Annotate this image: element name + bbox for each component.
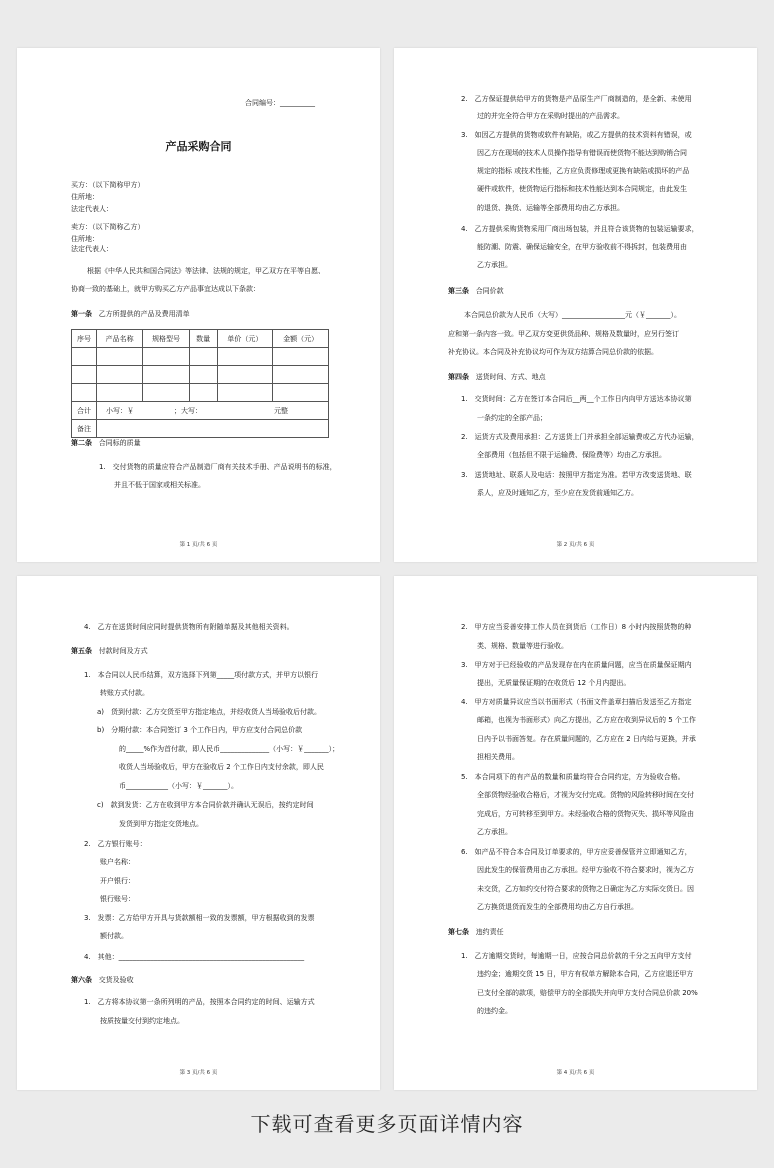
table-header: 单价（元） [217, 330, 273, 348]
text-line: 一条约定的全部产品； [477, 414, 547, 422]
text-line: 的违约金。 [477, 1007, 512, 1015]
text-line: 完成后，方可转移至到甲方。未经验收合格的货物灭失、损坏等风险由 [477, 810, 694, 818]
text-line: 开户银行： [100, 877, 135, 885]
page-footer: 第 1 页/共 6 页 [179, 542, 218, 548]
remark-label: 备注 [72, 420, 97, 438]
seller-line: 卖方：（以下简称乙方） [71, 223, 145, 231]
text-line: 收货人当场验收后，甲方在验收后 2 个工作日内支付余款，即人民 [119, 763, 324, 771]
text-line: 2. 运货方式及费用承担：乙方送货上门并承担全部运输费或乙方代办运输， [461, 433, 699, 441]
text-line: 已支付全部的款项，赔偿甲方的全部损失并向甲方支付合同总价款 20% [477, 989, 698, 997]
text-line: 1. 交货时间：乙方在签订本合同后__两__个工作日内向甲方送达本协议第 [461, 395, 692, 403]
document-page-2 [394, 48, 757, 562]
text-line: 担相关费用。 [477, 753, 519, 761]
text-line: 2. 甲方应当妥善安排工作人员在到货后（工作日）8 小时内按照货物的种 [461, 623, 692, 631]
table-header: 金额（元） [273, 330, 329, 348]
text-line: 3. 送货地址、联系人及电话：按照甲方指定为准。若甲方改变送货地、联 [461, 471, 692, 479]
text-line: 的_____%作为首付款，即人民币______________（小写：￥_______）； [119, 745, 340, 753]
text-line: 违约金；逾期交货 15 日，甲方有权单方解除本合同，乙方应退还甲方 [477, 970, 694, 978]
page-footer: 第 2 页/共 6 页 [556, 542, 595, 548]
text-line: 补充协议。本合同及补充协议均可作为双方结算合同总价款的依据。 [448, 348, 658, 356]
text-line: 过的并完全符合甲方在采购时提出的产品需求。 [477, 112, 624, 120]
text-line: 发货到甲方指定交货地点。 [119, 820, 203, 828]
page-footer: 第 3 页/共 6 页 [179, 1070, 218, 1076]
text-line: 3. 发票：乙方给甲方开具与货款额相一致的发票额，甲方根据收到的发票 [84, 914, 315, 922]
text-line: 邮箱，也视为书面形式）向乙方提出，乙方应在收到异议后的 5 个工作 [477, 716, 696, 724]
table-header: 规格型号 [143, 330, 189, 348]
text-line: 乙方换货退货而发生的全部费用均由乙方自行承担。 [477, 903, 638, 911]
text-line: 4. 乙方在送货时间应同时提供货物所有附随单据及其他相关资料。 [84, 623, 294, 631]
buyer-line: 买方：（以下简称甲方） [71, 181, 145, 189]
document-page-1 [17, 48, 380, 562]
text-line: 乙方承担。 [477, 828, 512, 836]
text-line: 应和第一条内容一致。甲乙双方变更供货品种、规格及数量时，应另行签订 [448, 330, 679, 338]
article-3-heading: 第三条 合同价款 [448, 287, 504, 295]
text-line: 币____________（小写：￥_______）。 [119, 782, 238, 790]
table-header: 序号 [72, 330, 97, 348]
document-page-4 [394, 576, 757, 1090]
article-2-heading: 第二条 合同标的质量 [71, 439, 141, 447]
text-line: 额付款。 [100, 932, 128, 940]
page-footer: 第 4 页/共 6 页 [556, 1070, 595, 1076]
article-1-heading: 第一条 乙方所提供的产品及费用清单 [71, 310, 190, 318]
buyer-address: 住所地： [71, 193, 99, 201]
text-line: 全部费用（包括但不限于运输费、保险费等）均由乙方承担。 [477, 451, 666, 459]
text-line: 按质按量交付到约定地点。 [100, 1017, 184, 1025]
product-table [71, 329, 329, 438]
text-line: 硬件或软件，使货物运行指标和技术性能达到本合同规定，由此发生 [477, 185, 687, 193]
download-more-banner[interactable]: 下载可查看更多页面详情内容 [250, 1112, 524, 1136]
total-label: 合计 [72, 402, 97, 420]
text-line: 1. 本合同以人民币结算，双方选择下列第_____项付款方式，并甲方以银行 [84, 671, 319, 679]
text-line: 因乙方在现场的技术人员操作指导有错误而使货物不能达到购销合同 [477, 149, 687, 157]
document-page-3 [17, 576, 380, 1090]
text-line: 的退货、换货、运输等全部费用均由乙方承担。 [477, 204, 624, 212]
table-total-row [72, 402, 329, 420]
text-line: 本合同总价款为人民币（大写）__________________元（￥_______）。 [464, 311, 681, 319]
intro-line-1: 根据《中华人民共和国合同法》等法律、法规的规定，甲乙双方在平等自愿、 [87, 267, 325, 275]
text-line: 因此发生的保管费用由乙方承担。经甲方验收不符合要求时，视为乙方 [477, 866, 694, 874]
text-line: 6. 如产品不符合本合同及订单要求的，甲方应妥善保管并立即通知乙方， [461, 848, 692, 856]
text-line: 提出，无质量保证期的在收货后 12 个月内提出。 [477, 679, 631, 687]
table-header: 产品名称 [96, 330, 142, 348]
table-header: 数量 [189, 330, 217, 348]
text-line: 日内予以书面答复。存在质量问题的，乙方应在 2 日内给与更换，并承 [477, 735, 696, 743]
table-row [72, 348, 329, 366]
text-line: 2. 乙方银行账号： [84, 840, 147, 848]
table-remark-row [72, 420, 329, 438]
text-line: 系人，应及时通知乙方，至少应在发货前通知乙方。 [477, 489, 638, 497]
text-line: c) 款到发货：乙方在收到甲方本合同价款并确认无误后，按约定时间 [97, 801, 314, 809]
text-line: 乙方承担。 [477, 261, 512, 269]
article-7-heading: 第七条 违约责任 [448, 928, 504, 936]
text-line: 4. 其他：_____________________________________________________ [84, 953, 305, 961]
article-2-line-2: 并且不低于国家或相关标准。 [114, 481, 205, 489]
text-line: 转账方式付款。 [100, 689, 149, 697]
text-line: 3. 如因乙方提供的货物或软件有缺陷，或乙方提供的技术资料有错误，或 [461, 131, 692, 139]
text-line: 3. 甲方对于已经验收的产品发现存在内在质量问题，应当在质量保证期内 [461, 661, 692, 669]
text-line: 1. 乙方将本协议第一条所列明的产品，按照本合同约定的时间、运输方式 [84, 998, 315, 1006]
text-line: 5. 本合同项下的有产品的数量和质量均符合合同约定，方为验收合格。 [461, 773, 685, 781]
table-row [72, 384, 329, 402]
article-6-heading: 第六条 交货及验收 [71, 976, 134, 984]
text-line: 4. 甲方对质量异议应当以书面形式（书面文件盖章扫描后发送至乙方指定 [461, 698, 692, 706]
text-line: 2. 乙方保证提供给甲方的货物是产品原生产厂商制造的，是全新、未使用 [461, 95, 692, 103]
text-line: 能防潮、防震、确保运输安全，在甲方验收前不得拆封，包装费用由 [477, 243, 687, 251]
total-cell: 小写：￥ ；大写： 元整 [96, 402, 328, 420]
text-line: 类、规格、数量等进行验收。 [477, 642, 568, 650]
text-line: 全部货物经验收合格后，才视为交付完成。货物的风险转移时间在交付 [477, 791, 694, 799]
text-line: b) 分期付款：本合同签订 3 个工作日内，甲方应支付合同总价款 [97, 726, 303, 734]
text-line: 1. 乙方逾期交货时，每逾期一日，应按合同总价款的千分之五向甲方支付 [461, 952, 692, 960]
article-2-line-1: 1. 交付货物的质量应符合产品制造厂商有关技术手册、产品说明书的标准， [99, 463, 337, 471]
text-line: 账户名称： [100, 858, 135, 866]
text-line: 4. 乙方提供采购货物采用厂商出场包装，并且符合该货物的包装运输要求， [461, 225, 699, 233]
article-5-heading: 第五条 付款时间及方式 [71, 647, 148, 655]
table-header-row [72, 330, 329, 348]
seller-address: 住所地： [71, 235, 99, 243]
seller-rep: 法定代表人： [71, 245, 113, 253]
text-line: 未交货，乙方如约交付符合要求的货物之日确定为乙方实际交货日。因 [477, 885, 694, 893]
contract-title: 产品采购合同 [165, 140, 232, 153]
buyer-rep: 法定代表人： [71, 205, 113, 213]
text-line: a) 货到付款：乙方交货至甲方指定地点，并经收货人当场验收后付款。 [97, 708, 322, 716]
intro-line-2: 协商一致的基础上，就甲方购买乙方产品事宜达成以下条款： [71, 285, 260, 293]
text-line: 规定的指标 或技术性能，乙方应负责修理或更换有缺陷或损坏的产品 [477, 167, 690, 175]
text-line: 银行账号： [100, 895, 135, 903]
contract-number: 合同编号：__________ [245, 99, 315, 107]
article-4-heading: 第四条 送货时间、方式、地点 [448, 373, 546, 381]
table-row [72, 366, 329, 384]
